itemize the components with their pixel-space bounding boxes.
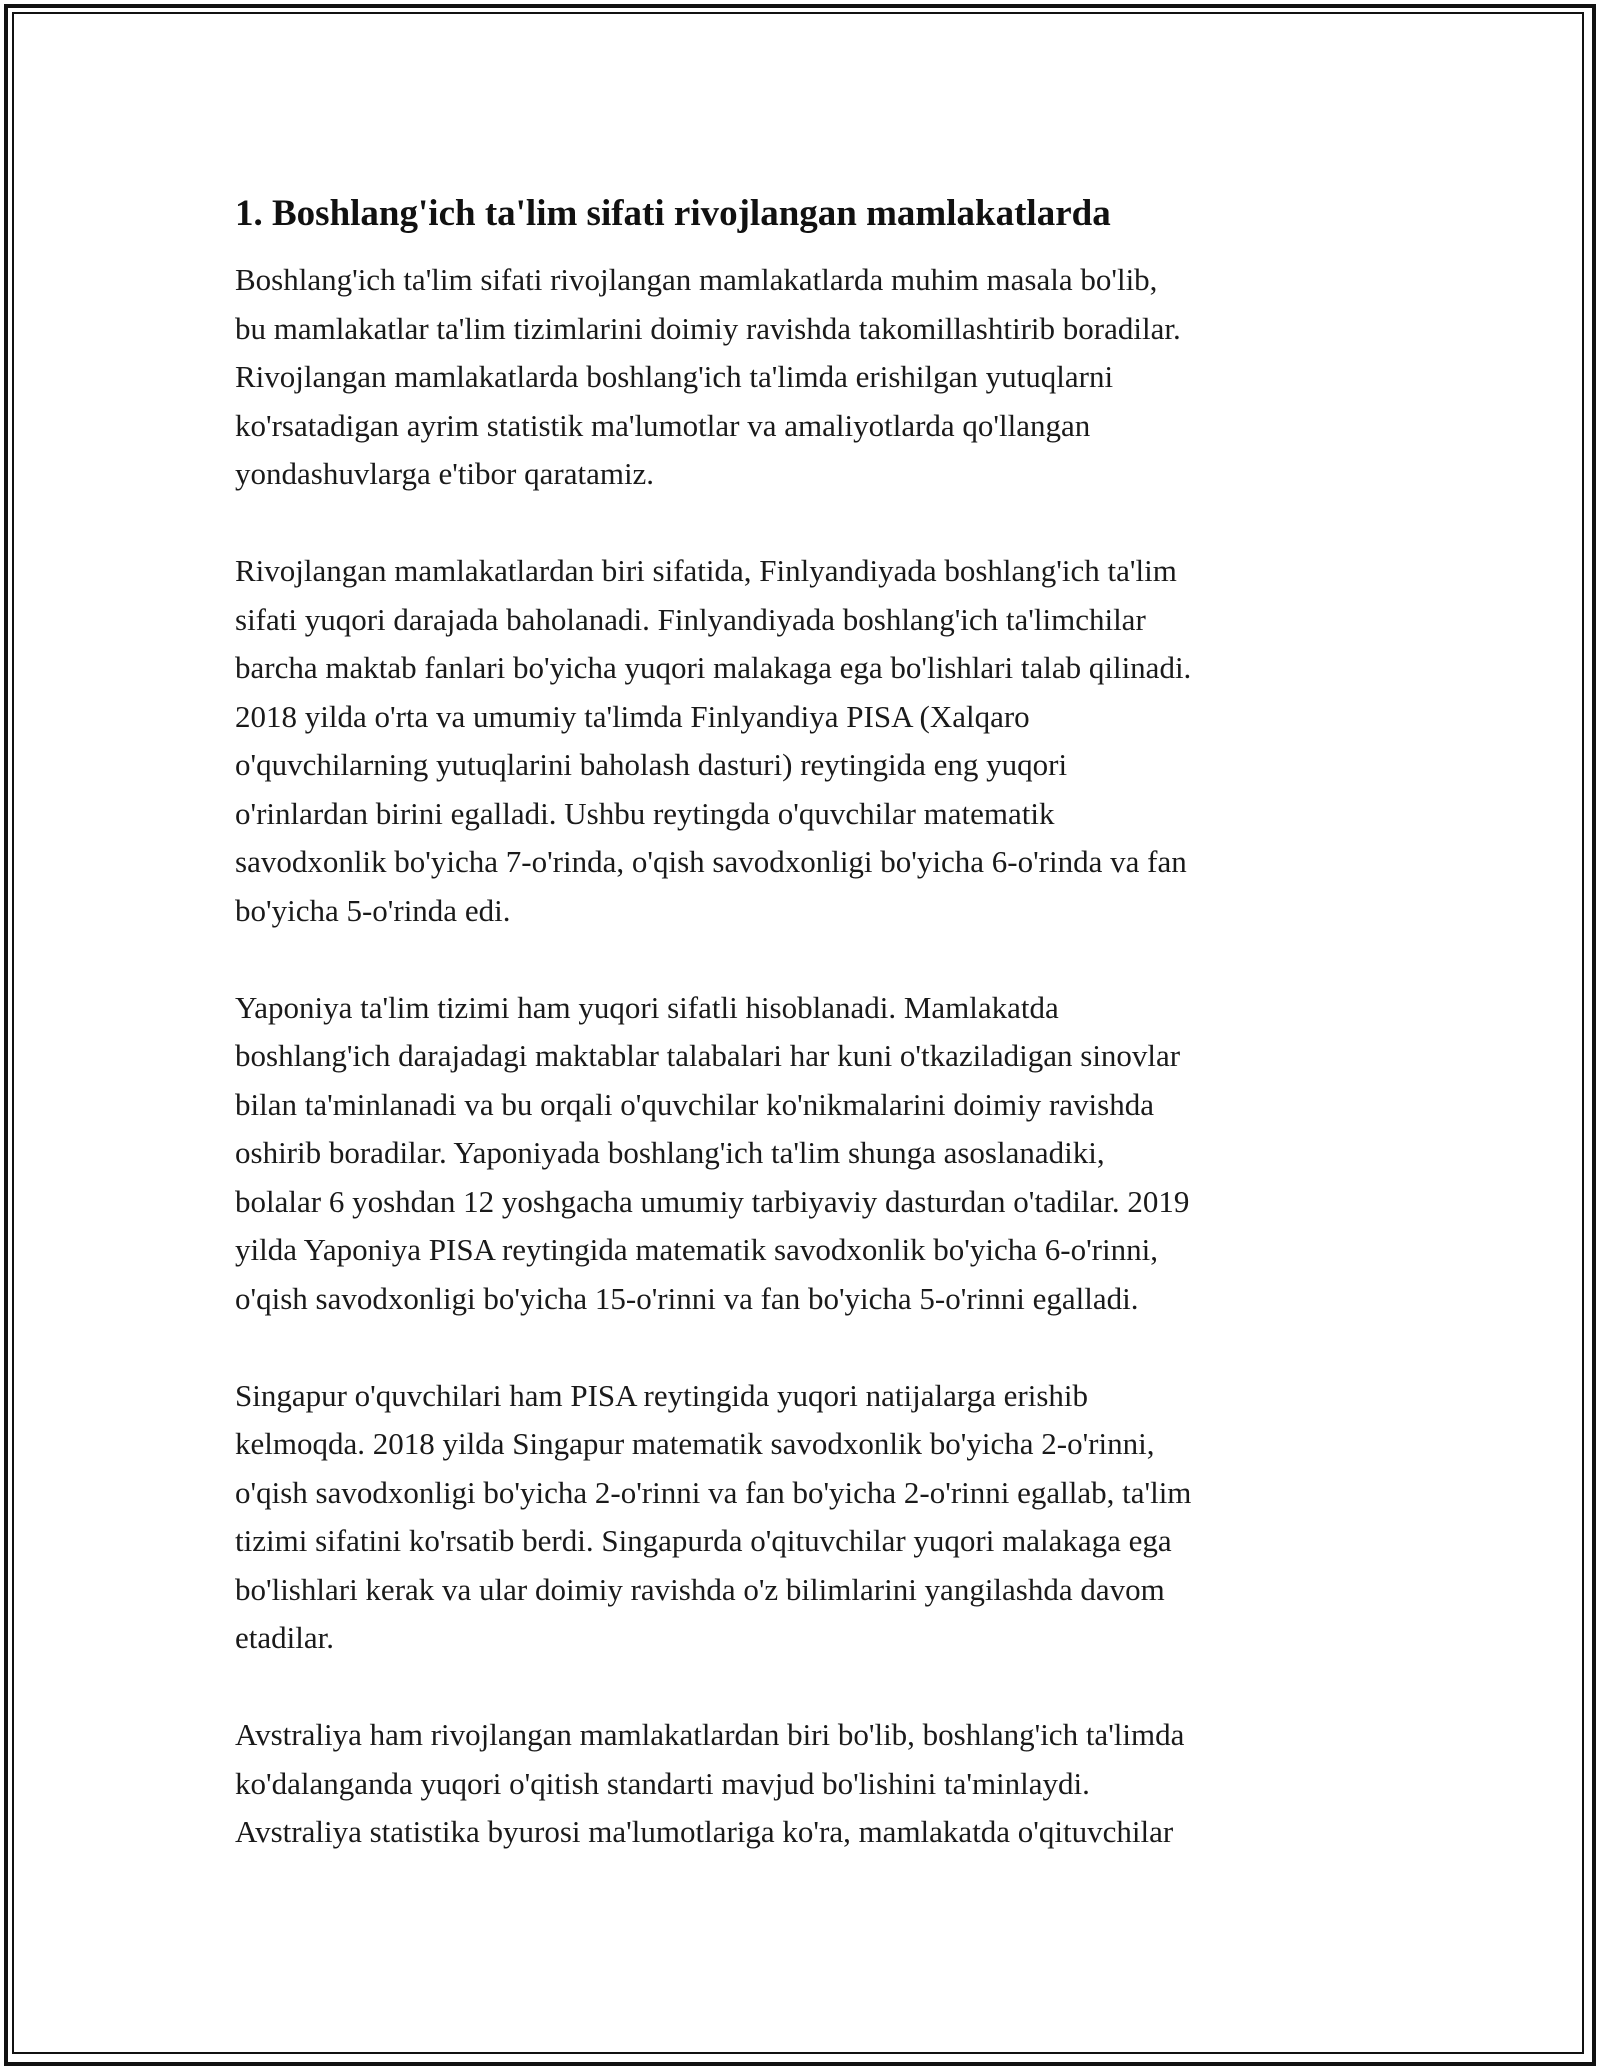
document-content [235,186,1375,1905]
paragraph [235,1372,1375,1663]
text-line: o'quvchilarning yutuqlarini baholash dasturi) reytingida eng yuqori [235,747,1068,782]
section-heading: 1. Boshlang'ich ta'lim sifati rivojlangan mamlakatlarda [235,193,1111,234]
paragraph [235,1711,1375,1857]
paragraph [235,984,1375,1324]
text-line: ko'rsatadigan ayrim statistik ma'lumotlar va amaliyotlarda qo'llangan [235,407,1091,443]
text-line: savodxonlik bo'yicha 7-o'rinda, o'qish savodxonligi bo'yicha 6-o'rinda va fan [235,844,1187,879]
text-line: etadilar. [235,1620,334,1655]
paragraph [235,547,1375,935]
text-line: bo'yicha 5-o'rinda edi. [235,892,511,928]
text-line: Boshlang'ich ta'lim sifati rivojlangan mamlakatlarda muhim masala bo'lib, [235,262,1158,297]
text-line: ko'dalanganda yuqori o'qitish standarti mavjud bo'lishini ta'minlaydi. [235,1765,1090,1801]
text-line: o'qish savodxonligi bo'yicha 2-o'rinni va fan bo'yicha 2-o'rinni egallab, ta'lim [235,1474,1192,1510]
paragraph [235,256,1375,499]
text-line: yilda Yaponiya PISA reytingida matematik savodxonlik bo'yicha 6-o'rinni, [235,1232,1158,1267]
text-line: sifati yuqori darajada baholanadi. Finlyandiyada boshlang'ich ta'limchilar [235,601,1146,637]
text-line: bilan ta'minlanadi va bu orqali o'quvchilar ko'nikmalarini doimiy ravishda [235,1086,1154,1122]
text-line: bo'lishlari kerak va ular doimiy ravishda o'z bilimlarini yangilashda davom [235,1571,1165,1607]
text-line: o'rinlardan birini egalladi. Ushbu reytingda o'quvchilar matematik [235,795,1055,831]
text-line: Yaponiya ta'lim tizimi ham yuqori sifatli hisoblanadi. Mamlakatda [235,989,1059,1025]
text-line: bolalar 6 yoshdan 12 yoshgacha umumiy tarbiyaviy dasturdan o'tadilar. 2019 [235,1183,1190,1219]
text-line: 2018 yilda o'rta va umumiy ta'limda Finlyandiya PISA (Xalqaro [235,698,1030,734]
text-line: bu mamlakatlar ta'lim tizimlarini doimiy ravishda takomillashtirib boradilar. [235,310,1181,346]
text-line: tizimi sifatini ko'rsatib berdi. Singapurda o'qituvchilar yuqori malakaga ega [235,1523,1172,1558]
text-line: barcha maktab fanlari bo'yicha yuqori malakaga ega bo'lishlari talab qilinadi. [235,650,1192,685]
text-line: oshirib boradilar. Yaponiyada boshlang'ich ta'lim shunga asoslanadiki, [235,1135,1105,1170]
paragraphs-container [235,256,1375,1857]
text-line: Avstraliya statistika byurosi ma'lumotlariga ko'ra, mamlakatda o'qituvchilar [235,1814,1174,1849]
text-line: Rivojlangan mamlakatlardan biri sifatida, Finlyandiyada boshlang'ich ta'lim [235,553,1177,588]
text-line: Avstraliya ham rivojlangan mamlakatlardan biri bo'lib, boshlang'ich ta'limda [235,1717,1185,1752]
text-line: o'qish savodxonligi bo'yicha 15-o'rinni va fan bo'yicha 5-o'rinni egalladi. [235,1280,1139,1316]
text-line: kelmoqda. 2018 yilda Singapur matematik savodxonlik bo'yicha 2-o'rinni, [235,1426,1155,1461]
text-line: Singapur o'quvchilari ham PISA reytingida yuqori natijalarga erishib [235,1377,1089,1413]
text-line: Rivojlangan mamlakatlarda boshlang'ich ta'limda erishilgan yutuqlarni [235,359,1114,394]
text-line: boshlang'ich darajadagi maktablar talabalari har kuni o'tkaziladigan sinovlar [235,1038,1181,1073]
text-line: yondashuvlarga e'tibor qaratamiz. [235,456,655,491]
